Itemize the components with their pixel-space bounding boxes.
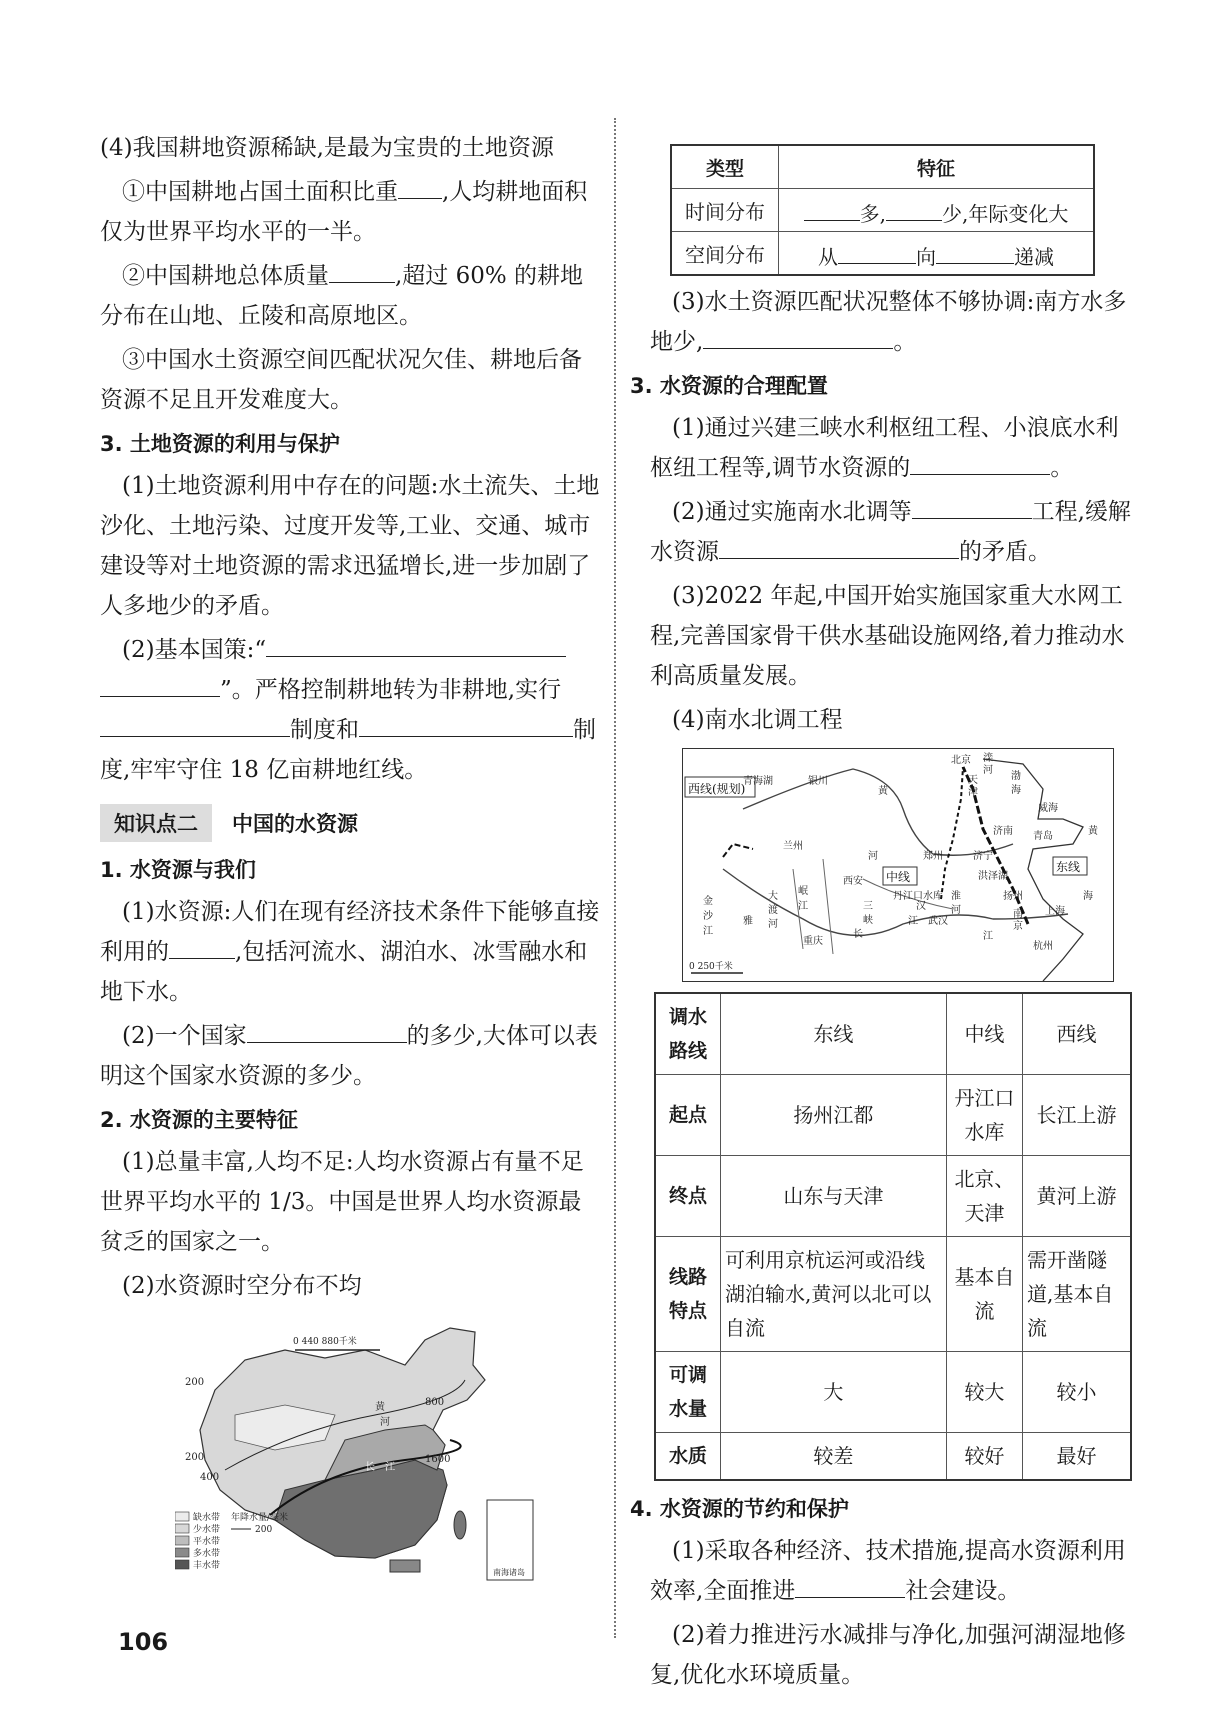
place-label: 济宁 [973, 851, 993, 862]
para-4-2: ②中国耕地总体质量 ,超过 60% 的耕地分布在山地、丘陵和高原地区。 [100, 256, 600, 336]
section-title: 3. 水资源的合理配置 [630, 374, 828, 398]
knowledge-point-tag: 知识点二 [100, 804, 212, 842]
place-label: 天 [968, 775, 978, 786]
section-title: 2. 水资源的主要特征 [100, 1108, 298, 1132]
place-label: 渡 [768, 905, 778, 916]
place-label: 津 [968, 787, 978, 798]
para-s3-2: (2)基本国策:“”。严格控制耕地转为非耕地,实行制度和 制度,牢牢守住 18 亿亩耕地红线。 [100, 630, 600, 790]
table-cell: 山东与天津 [721, 1156, 947, 1237]
place-label: 江 [798, 901, 808, 912]
isohyet-label: 200 [185, 1452, 205, 1463]
para-w2-3: (3)水土资源匹配状况整体不够协调:南方水多地少, 。 [650, 289, 1127, 355]
river-label: 江 [385, 1462, 395, 1473]
table-cell: 较大 [946, 1352, 1022, 1433]
inset-label: 南海诸岛 [493, 1568, 525, 1577]
table-row [655, 1237, 1131, 1352]
river-label: 黄 [375, 1402, 385, 1413]
south-north-water-diversion-map [682, 748, 1114, 982]
blank[interactable] [529, 710, 573, 737]
table-cell: 丹江口水库 [946, 1075, 1022, 1156]
table-cell: 可利用京杭运河或沿线湖泊输水,黄河以北可以自流 [721, 1237, 947, 1352]
place-label: 兰州 [783, 841, 803, 852]
para-4-3: ③中国水土资源空间匹配状况欠佳、耕地后备资源不足且开发难度大。 [100, 347, 582, 413]
table-cell: 较小 [1023, 1352, 1131, 1433]
row-label: 终点 [655, 1156, 721, 1237]
blank[interactable] [100, 670, 220, 697]
map-scale: 0 440 880千米 [293, 1337, 357, 1347]
table-header: 类型 [671, 145, 779, 189]
blank[interactable] [266, 630, 566, 657]
table-cell: 基本自流 [946, 1237, 1022, 1352]
blank[interactable] [247, 1016, 407, 1043]
place-label: 河 [983, 765, 993, 776]
blank[interactable] [910, 448, 1050, 475]
mid-line-label: 中线 [886, 870, 911, 884]
table-cell: 最好 [1023, 1433, 1131, 1481]
section-title: 4. 水资源的节约和保护 [630, 1497, 849, 1521]
diversion-routes-table [654, 992, 1132, 1481]
place-label: 汉 [916, 901, 926, 912]
place-label: 黄 [1088, 826, 1098, 837]
table-cell: 需开凿隧道,基本自流 [1023, 1237, 1131, 1352]
para-w2-2: (2)水资源时空分布不均 [122, 1273, 362, 1299]
para-w1-1: (1)水资源:人们在现有经济技术条件下能够直接利用的 ,包括河流水、湖泊水、冰雪融水和地下水。 [100, 899, 600, 1005]
blank[interactable] [169, 932, 235, 959]
legend-item: 少水带 [193, 1525, 221, 1535]
table-cell: 多, 少,年际变化大 [779, 189, 1095, 232]
blank[interactable] [936, 237, 1014, 264]
distribution-table [670, 144, 1095, 276]
place-label: 江 [908, 916, 918, 927]
para-w2-1: (1)总量丰富,人均不足:人均水资源占有量不足世界平均水平的 1/3。中国是世界人均水资源最贫乏的国家之一。 [100, 1149, 584, 1255]
isohyet-label: 1600 [425, 1454, 451, 1465]
table-cell: 较差 [721, 1433, 947, 1481]
table-header: 西线 [1023, 993, 1131, 1075]
place-label: 青岛 [1033, 831, 1053, 842]
legend-header: 年降水量/毫米 [231, 1513, 289, 1523]
table-header: 东线 [721, 993, 947, 1075]
section-title: 1. 水资源与我们 [100, 858, 256, 882]
isohyet-label: 400 [200, 1472, 220, 1483]
blank[interactable] [398, 172, 442, 199]
table-header: 特征 [779, 145, 1095, 189]
legend-isohyet: 200 [255, 1525, 273, 1535]
place-label: 江 [703, 926, 713, 937]
place-label: 扬州 [1003, 891, 1023, 902]
place-label: 丹江口水库 [893, 891, 943, 902]
table-row [655, 1433, 1131, 1481]
table-cell: 黄河上游 [1023, 1156, 1131, 1237]
place-label: 滦 [983, 753, 993, 764]
place-label: 三 [863, 901, 873, 912]
place-label: 青海湖 [743, 776, 773, 787]
row-label: 可调水量 [655, 1352, 721, 1433]
table-cell: 大 [721, 1352, 947, 1433]
row-label: 水质 [655, 1433, 721, 1481]
blank[interactable] [838, 237, 916, 264]
table-cell: 扬州江都 [721, 1075, 947, 1156]
place-label: 海 [1083, 891, 1093, 902]
section-title: 3. 土地资源的利用与保护 [100, 432, 340, 456]
place-label: 重庆 [803, 936, 823, 947]
place-label: 渤 [1011, 771, 1021, 782]
table-row [655, 1075, 1131, 1156]
table-cell: 长江上游 [1023, 1075, 1131, 1156]
place-label: 洪泽湖 [978, 871, 1008, 882]
place-label: 黄 [878, 786, 888, 797]
table-row [671, 232, 1094, 276]
page-number: 106 [118, 1628, 169, 1656]
place-label: 江 [983, 931, 993, 942]
blank[interactable] [719, 532, 959, 559]
row-label: 时间分布 [671, 189, 779, 232]
table-row [655, 1352, 1131, 1433]
isohyet-label: 200 [185, 1377, 205, 1388]
row-label: 线路特点 [655, 1237, 721, 1352]
blank[interactable] [329, 256, 395, 283]
para-w4-2: (2)着力推进污水减排与净化,加强河湖湿地修复,优化水环境质量。 [650, 1622, 1126, 1688]
place-label: 杭州 [1033, 941, 1053, 952]
west-line-label: 西线(规划) [688, 782, 746, 796]
place-label: 武汉 [928, 916, 948, 927]
precipitation-map [175, 1320, 545, 1590]
para-4-title: (4)我国耕地资源稀缺,是最为宝贵的土地资源 [100, 135, 554, 161]
place-label: 雅 [743, 916, 753, 927]
column-divider [614, 118, 616, 1638]
map-scale: 0 250千米 [689, 962, 733, 972]
place-label: 淮 [951, 891, 961, 902]
table-cell: 从 向 递减 [779, 232, 1095, 276]
para-w3-1: (1)通过兴建三峡水利枢纽工程、小浪底水利枢纽工程等,调节水资源的 。 [650, 415, 1119, 481]
legend-item: 平水带 [193, 1537, 221, 1547]
table-header-row [655, 993, 1131, 1075]
table-header: 中线 [946, 993, 1022, 1075]
knowledge-point-header [100, 804, 600, 842]
blank[interactable] [359, 710, 529, 737]
row-label: 空间分布 [671, 232, 779, 276]
legend-item: 缺水带 [193, 1513, 221, 1523]
left-column [100, 128, 600, 1590]
place-label: 河 [768, 919, 778, 930]
place-label: 河 [951, 905, 961, 916]
place-label: 海 [1011, 785, 1021, 796]
para-s3-1: (1)土地资源利用中存在的问题:水土流失、土地沙化、土地污染、过度开发等,工业、交通、城市建设等对土地资源的需求迅猛增长,进一步加剧了人多地少的矛盾。 [100, 473, 600, 619]
row-label: 起点 [655, 1075, 721, 1156]
knowledge-point-title: 中国的水资源 [232, 812, 358, 836]
blank[interactable] [886, 194, 942, 221]
place-label: 岷 [798, 886, 808, 897]
para-w3-4: (4)南水北调工程 [672, 707, 843, 733]
place-label: 金 [703, 896, 713, 907]
blank[interactable] [912, 492, 1032, 519]
place-label: 西安 [843, 876, 863, 887]
table-header: 调水路线 [655, 993, 721, 1075]
table-cell: 北京、天津 [946, 1156, 1022, 1237]
legend-item: 多水带 [193, 1549, 221, 1559]
blank[interactable] [795, 1571, 905, 1598]
para-w4-1: (1)采取各种经济、技术措施,提高水资源利用效率,全面推进 社会建设。 [650, 1538, 1126, 1604]
place-label: 南 [1013, 909, 1023, 920]
place-label: 郑州 [923, 851, 943, 862]
place-label: 上海 [1045, 906, 1065, 917]
blank[interactable] [100, 710, 290, 737]
para-w3-3: (3)2022 年起,中国开始实施国家重大水网工程,完善国家骨干供水基础设施网络,着力推动水利高质量发展。 [650, 583, 1125, 689]
table-row [671, 189, 1094, 232]
blank[interactable] [703, 322, 893, 349]
place-label: 银川 [808, 776, 828, 787]
place-label: 峡 [863, 915, 873, 926]
para-4-1: ①中国耕地占国土面积比重 ,人均耕地面积仅为世界平均水平的一半。 [100, 172, 600, 252]
isohyet-label: 800 [425, 1397, 445, 1408]
map-legend [175, 1511, 288, 1571]
para-w1-2: (2)一个国家 的多少,大体可以表明这个国家水资源的多少。 [100, 1016, 600, 1096]
place-label: 河 [868, 851, 878, 862]
table-row [655, 1156, 1131, 1237]
place-label: 威海 [1038, 803, 1058, 814]
place-label: 北京 [951, 755, 971, 766]
blank[interactable] [804, 194, 860, 221]
place-label: 京 [1013, 921, 1023, 932]
river-label: 长 [365, 1462, 375, 1473]
legend-item: 丰水带 [193, 1561, 221, 1571]
para-w3-2: (2)通过实施南水北调等 工程,缓解水资源 的矛盾。 [630, 492, 1135, 572]
east-line-label: 东线 [1056, 860, 1081, 874]
place-label: 长 [853, 929, 863, 940]
place-label: 沙 [703, 911, 713, 922]
place-label: 济南 [993, 826, 1013, 837]
right-column [630, 136, 1135, 1699]
table-cell: 较好 [946, 1433, 1022, 1481]
river-label: 河 [380, 1417, 390, 1428]
place-label: 大 [768, 891, 778, 902]
